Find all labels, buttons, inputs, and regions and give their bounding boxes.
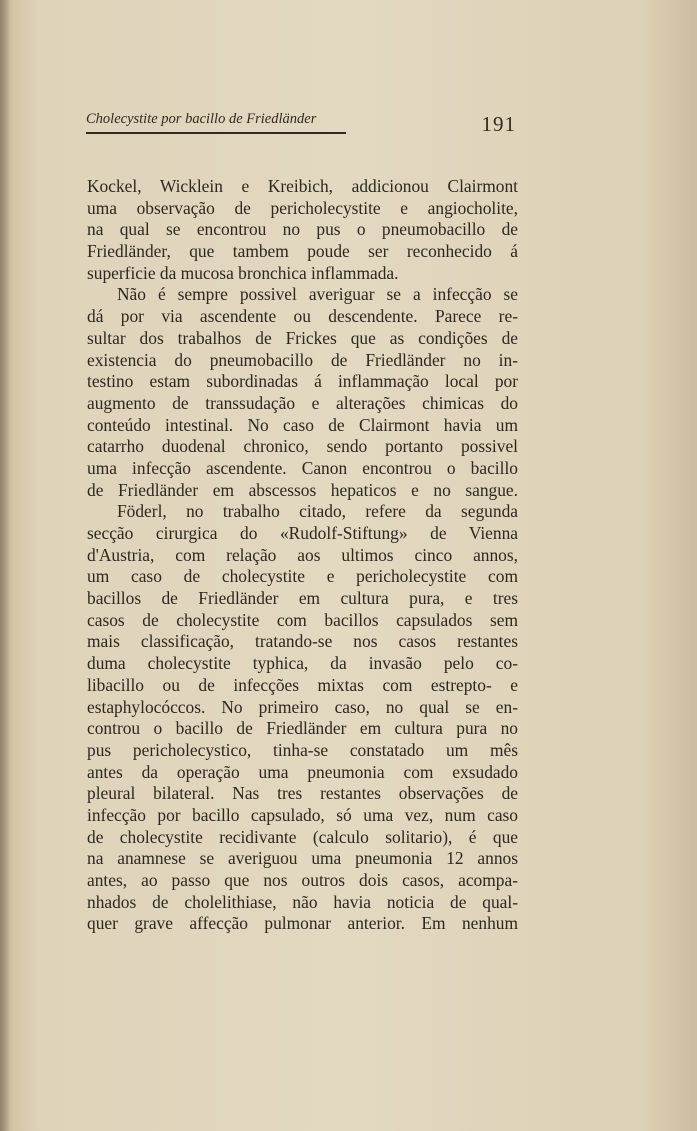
text-line: mais classificação, tratando-se nos casos restantes: [87, 631, 518, 652]
text-line: testino estam subordinadas á inflammação local por: [87, 371, 518, 392]
text-line: quer grave affecção pulmonar anterior. Em nenhum: [87, 913, 518, 934]
running-title-rule: [86, 132, 346, 134]
text-line: estaphylocóccos. No primeiro caso, no qual se en-: [87, 696, 518, 717]
text-line: catarrho duodenal chronico, sendo portanto possivel: [87, 436, 518, 457]
text-line: dá por via ascendente ou descendente. Parece re-: [87, 306, 518, 327]
text-line: de Friedländer em abscessos hepaticos e no sangue.: [87, 479, 518, 500]
text-line: nhados de cholelithiase, não havia noticia de qual-: [87, 891, 518, 912]
text-line: Friedländer, que tambem poude ser reconhecido á: [87, 241, 518, 262]
text-line: casos de cholecystite com bacillos capsulados sem: [87, 609, 518, 630]
text-line: bacillos de Friedländer em cultura pura, e tres: [87, 588, 518, 609]
text-line: Não é sempre possivel averiguar se a infecção se: [117, 284, 518, 305]
text-line: controu o bacillo de Friedländer em cultura pura no: [87, 718, 518, 739]
running-head: [86, 108, 520, 136]
text-line: libacillo ou de infecções mixtas com estrepto- e: [87, 674, 518, 695]
text-line: um caso de cholecystite e pericholecystite com: [87, 566, 518, 587]
text-line: uma infecção ascendente. Canon encontrou o bacillo: [87, 457, 518, 478]
running-title: Cholecystite por bacillo de Friedländer: [86, 111, 317, 127]
text-line: infecção por bacillo capsulado, só uma vez, num caso: [87, 804, 518, 825]
text-line: sultar dos trabalhos de Frickes que as condições de: [87, 327, 518, 348]
text-line: antes, ao passo que nos outros dois casos, acompa-: [87, 870, 518, 890]
page-number: 191: [481, 112, 516, 136]
text-line: pleural bilateral. Nas tres restantes observações de: [87, 783, 518, 804]
text-line: d'Austria, com relação aos ultimos cinco annos,: [87, 544, 518, 565]
text-line: augmento de transsudação e alterações chimicas do: [87, 392, 518, 413]
text-line: superficie da mucosa bronchica inflammada.: [87, 262, 399, 283]
text-line: Kockel, Wicklein e Kreibich, addicionou Clairmont: [87, 176, 518, 196]
text-line: duma cholecystite typhica, da invasão pelo co-: [87, 653, 518, 674]
text-line: pus pericholecystico, tinha-se constatado um mês: [87, 739, 518, 760]
text-line: na qual se encontrou no pus o pneumobacillo de: [87, 219, 518, 240]
text-line: Föderl, no trabalho citado, refere da segunda: [117, 501, 518, 522]
text-line: de cholecystite recidivante (calculo solitario), é que: [87, 826, 518, 847]
text-line: secção cirurgica do «Rudolf-Stiftung» de Vienna: [87, 523, 518, 543]
text-line: conteúdo intestinal. No caso de Clairmont havia um: [87, 414, 518, 435]
text-line: uma observação de pericholecystite e angiocholite,: [87, 197, 518, 218]
page-edge-shadow: [0, 0, 10, 1131]
text-line: na anamnese se averiguou uma pneumonia 12 annos: [87, 848, 518, 869]
text-line: existencia do pneumobacillo de Friedländer no in-: [87, 349, 518, 370]
body-text: [87, 176, 518, 935]
text-line: antes da operação uma pneumonia com exsudado: [87, 761, 518, 782]
